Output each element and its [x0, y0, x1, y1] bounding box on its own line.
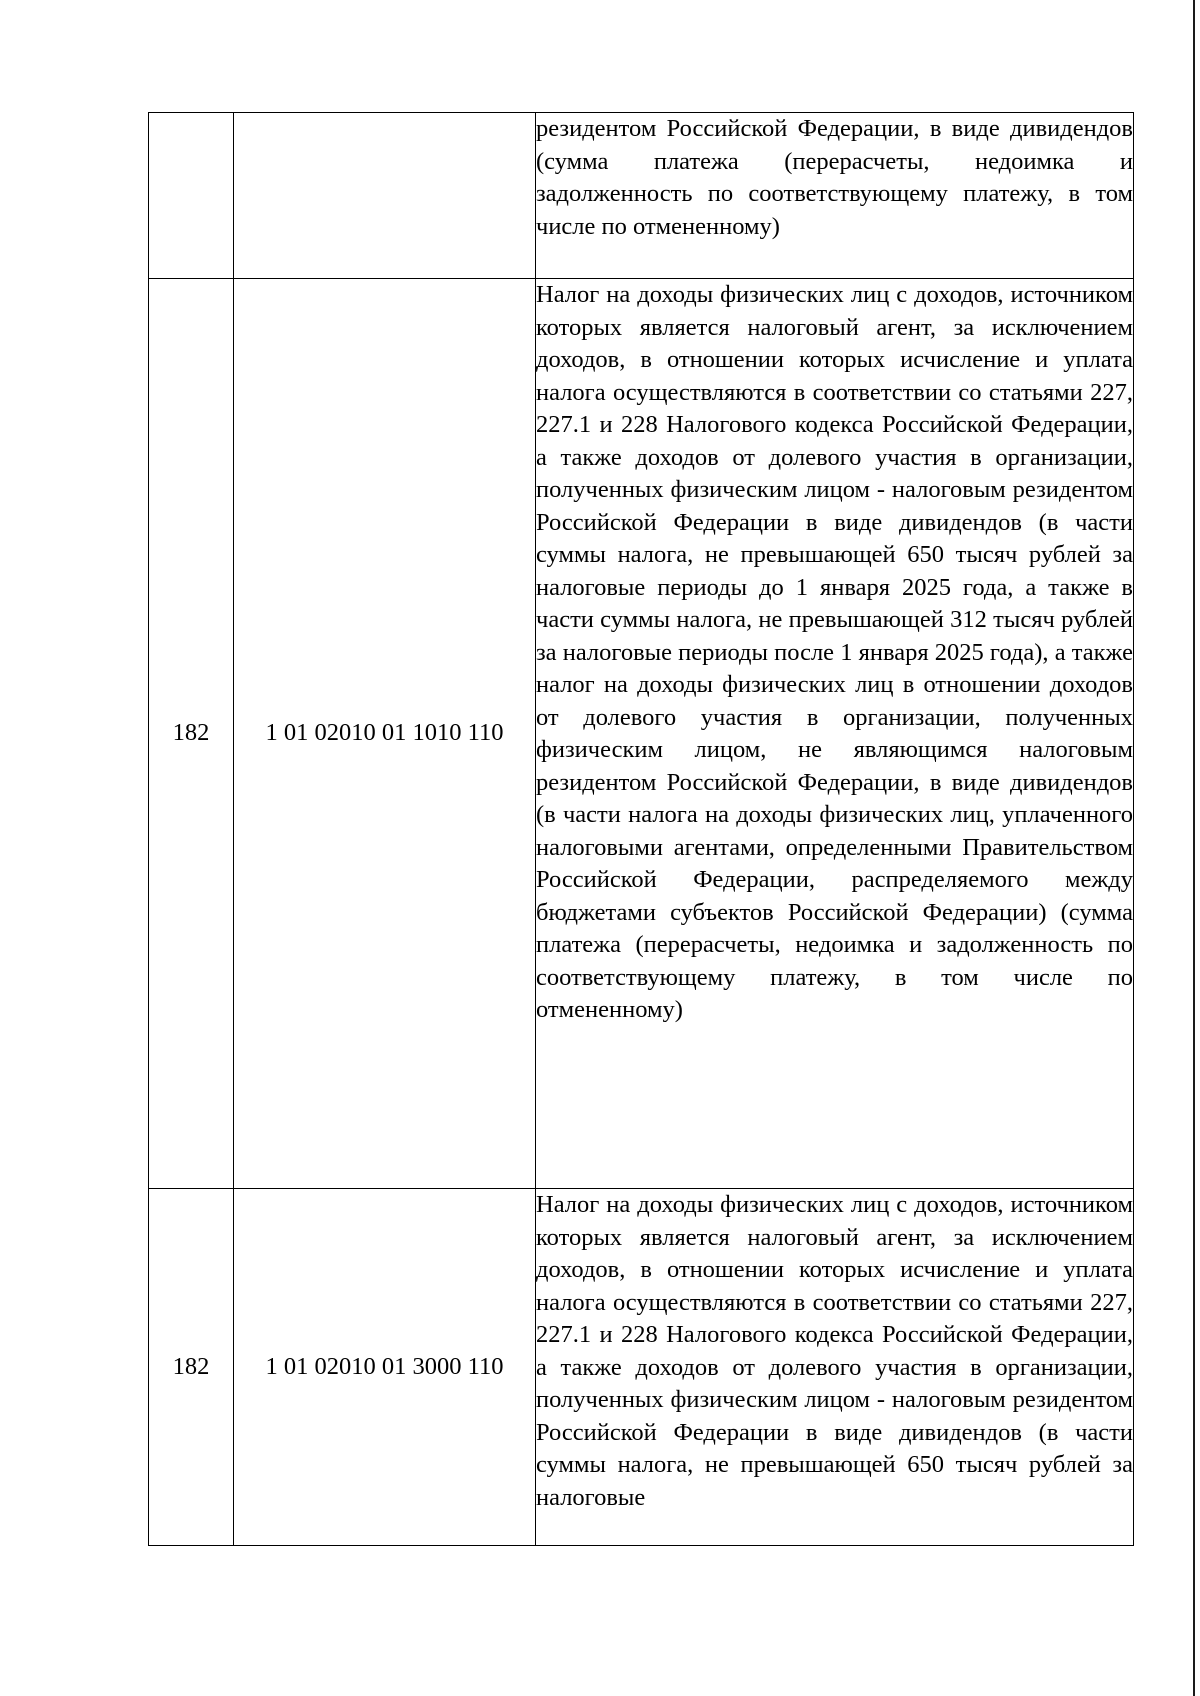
page-edge	[1193, 0, 1195, 1696]
description-cell: Налог на доходы физических лиц с доходов, источником которых является налоговый агент, за исключением доходов, в отношении которых исчисление и уплата налога осуществляются в соответствии со статьями 227, 227.1 и 228 Налогового кодекса Российской Федерации, а также доходов от долевого участия в организации, полученных физическим лицом - налоговым резидентом Российской Федерации в виде дивидендов (в части суммы налога, не превышающей 650 тысяч рублей за налоговые периоды до 1 января 2025 года, а также в части суммы налога, не превышающей 312 тысяч рублей за налоговые периоды после 1 января 2025 года), а также налог на доходы физических лиц в отношении доходов от долевого участия в организации, полученных физическим лицом, не являющимся налоговым резидентом Российской Федерации, в виде дивидендов (в части налога на доходы физических лиц, уплаченного налоговыми агентами, определенными Правительством Российской Федерации, распределяемого между бюджетами субъектов Российской Федерации) (сумма платежа (перерасчеты, недоимка и задолженность по соответствующему платежу, в том числе по отмененному)	[536, 279, 1134, 1189]
admin-code-cell: 182	[149, 1189, 234, 1546]
admin-code-cell	[149, 113, 234, 279]
admin-code-cell: 182	[149, 279, 234, 1189]
kbk-code-cell	[234, 113, 536, 279]
budget-classification-table	[148, 112, 1134, 1546]
description-cell: резидентом Российской Федерации, в виде дивидендов (сумма платежа (перерасчеты, недоимка и задолженность по соответствующему платежу, в том числе по отмененному)	[536, 113, 1134, 279]
table-row	[149, 113, 1134, 279]
table-row	[149, 1189, 1134, 1546]
description-cell: Налог на доходы физических лиц с доходов, источником которых является налоговый агент, за исключением доходов, в отношении которых исчисление и уплата налога осуществляются в соответствии со статьями 227, 227.1 и 228 Налогового кодекса Российской Федерации, а также доходов от долевого участия в организации, полученных физическим лицом - налоговым резидентом Российской Федерации в виде дивидендов (в части суммы налога, не превышающей 650 тысяч рублей за налоговые	[536, 1189, 1134, 1546]
kbk-code-cell: 1 01 02010 01 3000 110	[234, 1189, 536, 1546]
kbk-code-cell: 1 01 02010 01 1010 110	[234, 279, 536, 1189]
table-row	[149, 279, 1134, 1189]
